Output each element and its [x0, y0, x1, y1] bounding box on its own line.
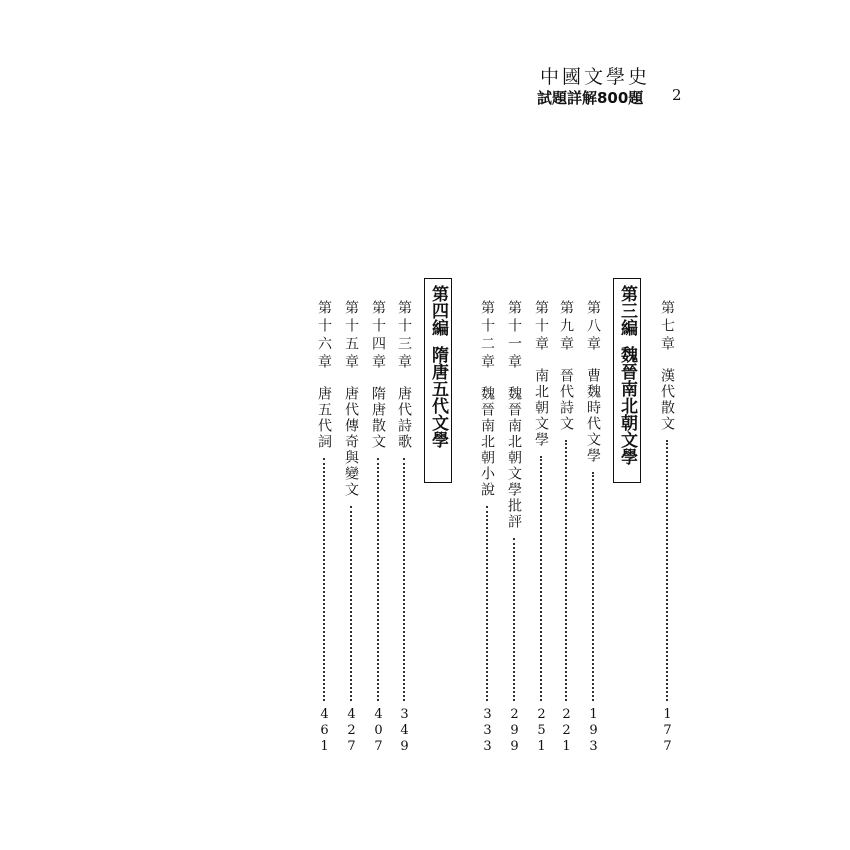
toc-entry-ch9 — [555, 300, 577, 755]
chapter-number: 第十章 — [533, 300, 549, 354]
toc-entry-ch13 — [393, 300, 415, 755]
toc-entry-ch14 — [367, 300, 389, 755]
chapter-page: 193 — [586, 707, 601, 755]
chapter-page: 333 — [480, 707, 495, 755]
book-title: 試題詳解800題 — [537, 89, 644, 107]
leader-dots — [513, 538, 515, 701]
chapter-number: 第十二章 — [479, 300, 495, 372]
leader-dots — [540, 456, 542, 701]
series-title: 中國文學史 — [540, 66, 651, 88]
chapter-number: 第十五章 — [343, 300, 359, 372]
chapter-title: 南北朝文學 — [533, 368, 549, 448]
part-heading-3 — [613, 278, 641, 483]
part-label: 第四編 — [428, 285, 448, 336]
chapter-number: 第十一章 — [506, 300, 522, 372]
leader-dots — [377, 458, 379, 701]
chapter-title: 魏晉南北朝文學批評 — [506, 386, 522, 530]
toc-entry-ch10 — [530, 300, 552, 755]
leader-dots — [323, 458, 325, 701]
toc-entry-ch15 — [340, 300, 362, 755]
chapter-page: 427 — [344, 707, 359, 755]
leader-dots — [486, 506, 488, 701]
chapter-page: 461 — [317, 707, 332, 755]
chapter-title: 漢代散文 — [659, 368, 675, 432]
chapter-title: 隋唐散文 — [370, 386, 386, 450]
page-number: 2 — [672, 86, 682, 104]
chapter-title: 唐代傳奇與變文 — [343, 386, 359, 498]
chapter-number: 第七章 — [659, 300, 675, 354]
chapter-title: 魏晉南北朝小說 — [479, 386, 495, 498]
leader-dots — [403, 458, 405, 701]
leader-dots — [350, 506, 352, 701]
chapter-number: 第十三章 — [396, 300, 412, 372]
toc-entry-ch11 — [503, 300, 525, 755]
part-title: 隋唐五代文學 — [428, 346, 448, 448]
leader-dots — [565, 440, 567, 701]
part-heading-4 — [424, 278, 452, 483]
toc-entry-ch7 — [656, 300, 678, 755]
chapter-number: 第十六章 — [316, 300, 332, 372]
chapter-number: 第十四章 — [370, 300, 386, 372]
chapter-page: 251 — [534, 707, 549, 755]
chapter-title: 唐代詩歌 — [396, 386, 412, 450]
chapter-title: 晉代詩文 — [558, 368, 574, 432]
toc-entry-ch8 — [582, 300, 604, 755]
part-title: 魏晉南北朝文學 — [617, 346, 637, 465]
leader-dots — [666, 440, 668, 701]
chapter-page: 177 — [660, 707, 675, 755]
chapter-page: 407 — [371, 707, 386, 755]
chapter-page: 299 — [507, 707, 522, 755]
part-label: 第三編 — [617, 285, 637, 336]
chapter-number: 第八章 — [585, 300, 601, 354]
chapter-number: 第九章 — [558, 300, 574, 354]
chapter-page: 349 — [397, 707, 412, 755]
toc-entry-ch12 — [476, 300, 498, 755]
leader-dots — [592, 472, 594, 701]
chapter-title: 曹魏時代文學 — [585, 368, 601, 464]
chapter-title: 唐五代詞 — [316, 386, 332, 450]
chapter-page: 221 — [559, 707, 574, 755]
toc-entry-ch16 — [313, 300, 335, 755]
